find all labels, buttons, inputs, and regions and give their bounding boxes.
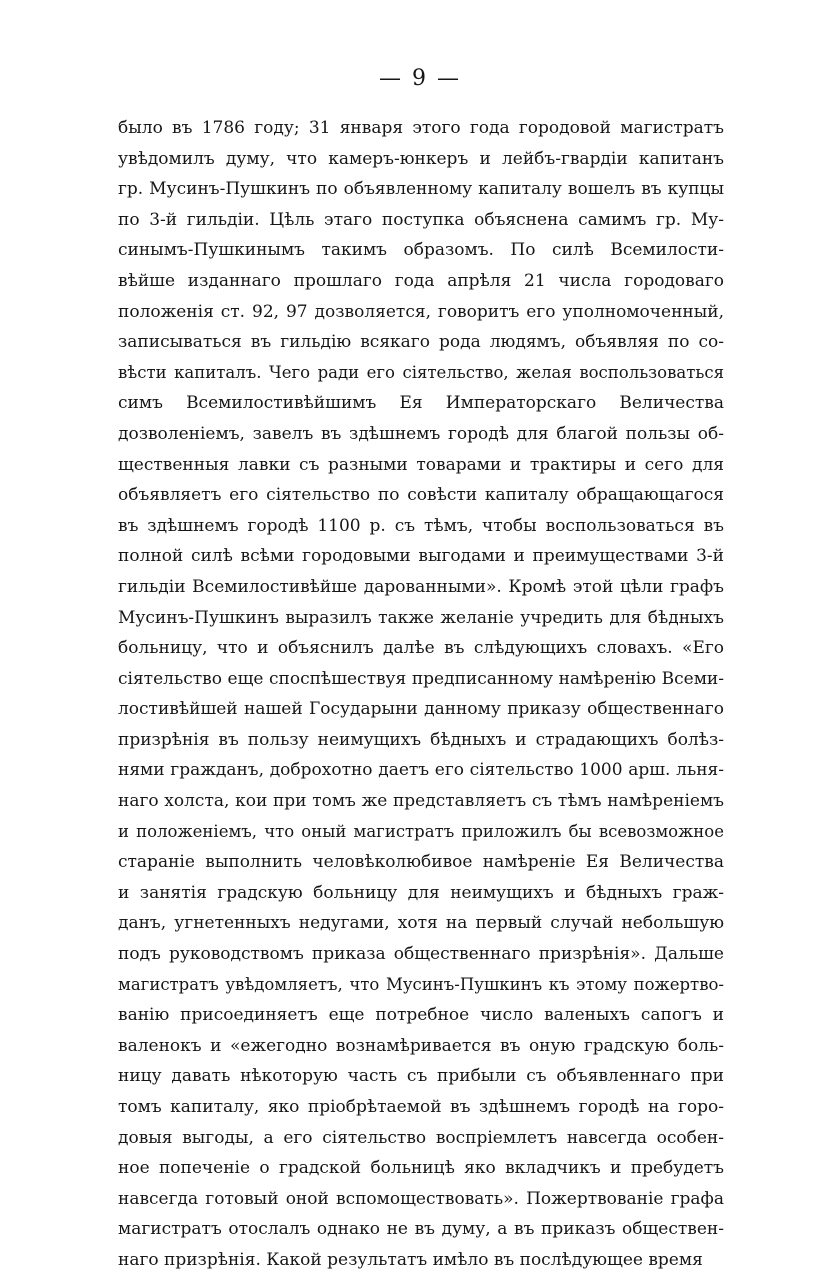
text-line: дозволеніемъ, завелъ въ здѣшнемъ городѣ для благой пользы об- bbox=[118, 423, 724, 444]
text-line: гр. Мусинъ-Пушкинъ по объявленному капиталу вошелъ въ купцы bbox=[118, 179, 724, 200]
text-line: синымъ-Пушкинымъ такимъ образомъ. По силѣ Всемилости- bbox=[118, 240, 724, 261]
text-line: стараніе выполнить человѣколюбивое намѣреніе Ея Величества bbox=[118, 852, 724, 873]
text-line: и положеніемъ, что оный магистратъ приложилъ бы всевозможное bbox=[118, 821, 724, 841]
text-line: сіятельство еще споспѣшествуя предписанному намѣренію Всеми- bbox=[118, 668, 724, 689]
text-line: симъ Всемилостивѣйшимъ Ея Императорскаго Величества bbox=[118, 393, 724, 414]
text-line: и занятія градскую больницу для неимущихъ и бѣдныхъ граж- bbox=[118, 882, 724, 903]
text-line: наго призрѣнія. Какой результатъ имѣло въ послѣдующее время bbox=[118, 1249, 703, 1270]
text-line: положенія ст. 92, 97 дозволяется, говоритъ его уполномоченный, bbox=[118, 301, 724, 322]
text-line: записываться въ гильдію всякаго рода людямъ, объявляя по со- bbox=[118, 332, 724, 353]
text-line: довыя выгоды, а его сіятельство воспріемлетъ навсегда особен- bbox=[118, 1127, 724, 1148]
body-paragraph bbox=[118, 113, 724, 1276]
text-line: подъ руководствомъ приказа общественнаго призрѣнія». Дальше bbox=[118, 944, 724, 965]
text-line: навсегда готовый оной вспомоществовать». Пожертвованіе графа bbox=[118, 1188, 724, 1209]
text-line: щественныя лавки съ разными товарами и трактиры и сего для bbox=[118, 454, 724, 475]
text-line: гильдіи Всемилостивѣйше дарованными». Кромѣ этой цѣли графъ bbox=[118, 576, 724, 597]
text-line: было въ 1786 году; 31 января этого года городовой магистратъ bbox=[118, 118, 724, 138]
text-line: по 3-й гильдіи. Цѣль этаго поступка объяснена самимъ гр. Му- bbox=[118, 209, 724, 230]
text-line: въ здѣшнемъ городѣ 1100 р. съ тѣмъ, чтобы воспользоваться въ bbox=[118, 515, 724, 536]
text-line: объявляетъ его сіятельство по совѣсти капиталу обращающагося bbox=[118, 485, 724, 506]
text-line: нями гражданъ, доброхотно даетъ его сіятельство 1000 арш. льня- bbox=[118, 760, 724, 781]
page-number: — 9 — bbox=[379, 66, 461, 91]
text-line: призрѣнія въ пользу неимущихъ бѣдныхъ и страдающихъ болѣз- bbox=[118, 729, 724, 750]
text-line: больницу, что и объяснилъ далѣе въ слѣдующихъ словахъ. «Его bbox=[118, 638, 724, 659]
text-line: ванію присоединяетъ еще потребное число валеныхъ сапогъ и bbox=[118, 1005, 724, 1026]
text-line: томъ капиталу, яко пріобрѣтаемой въ здѣшнемъ городѣ на горо- bbox=[118, 1097, 724, 1117]
text-line: полной силѣ всѣми городовыми выгодами и преимуществами 3-й bbox=[118, 546, 724, 567]
text-line: ное попеченіе о градской больницѣ яко вкладчикъ и пребудетъ bbox=[118, 1158, 724, 1179]
text-line: валенокъ и «ежегодно вознамѣривается въ оную градскую боль- bbox=[118, 1035, 724, 1056]
text-line: вѣйше изданнаго прошлаго года апрѣля 21 числа городоваго bbox=[118, 270, 724, 291]
text-line: магистратъ отослалъ однако не въ думу, а въ приказъ обществен- bbox=[118, 1219, 724, 1240]
text-line: наго холста, кои при томъ же представляетъ съ тѣмъ намѣреніемъ bbox=[118, 791, 724, 812]
text-line: Мусинъ-Пушкинъ выразилъ также желаніе учредить для бѣдныхъ bbox=[118, 607, 724, 628]
text-line: магистратъ увѣдомляетъ, что Мусинъ-Пушкинъ къ этому пожертво- bbox=[118, 974, 724, 994]
text-line: увѣдомилъ думу, что камеръ-юнкеръ и лейбъ-гвардіи капитанъ bbox=[118, 148, 724, 169]
text-line: ницу давать нѣкоторую часть съ прибыли съ объявленнаго при bbox=[118, 1066, 724, 1087]
text-line: данъ, угнетенныхъ недугами, хотя на первый случай небольшую bbox=[118, 913, 724, 934]
text-line: лостивѣйшей нашей Государыни данному приказу общественнаго bbox=[118, 699, 724, 720]
text-line: вѣсти капиталъ. Чего ради его сіятельство, желая воспользоваться bbox=[118, 362, 724, 382]
